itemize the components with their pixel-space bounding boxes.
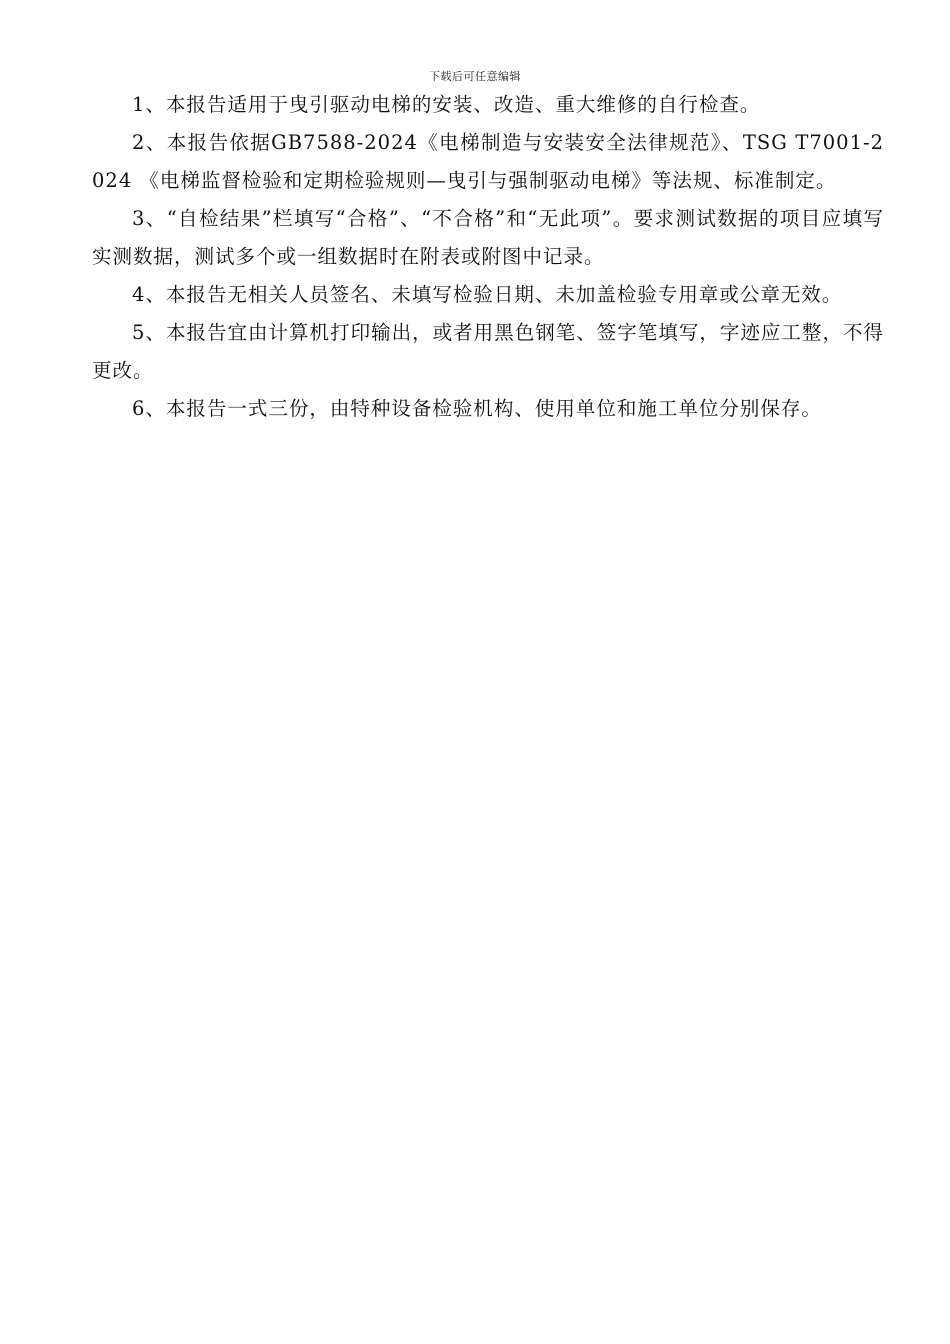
note-item-2: 2、本报告依据GB7588-2024《电梯制造与安装安全法律规范》、TSG T7001-2024 《电梯监督检验和定期检验规则—曳引与强制驱动电梯》等法规、标准制定。 — [92, 131, 884, 192]
note-item-1: 1、本报告适用于曳引驱动电梯的安装、改造、重大维修的自行检查。 — [132, 93, 761, 116]
note-item-6: 6、本报告一式三份，由特种设备检验机构、使用单位和施工单位分别保存。 — [132, 397, 822, 420]
notes-list — [92, 86, 884, 428]
note-item-5: 5、本报告宜由计算机打印输出，或者用黑色钢笔、签字笔填写，字迹应工整，不得更改。 — [92, 321, 884, 382]
note-item-4: 4、本报告无相关人员签名、未填写检验日期、未加盖检验专用章或公章无效。 — [132, 283, 843, 306]
note-item-3: 3、“自检结果”栏填写“合格”、“不合格”和“无此项”。要求测试数据的项目应填写实测数据，测试多个或一组数据时在附表或附图中记录。 — [92, 207, 884, 268]
header-note: 下载后可任意编辑 — [429, 70, 521, 83]
